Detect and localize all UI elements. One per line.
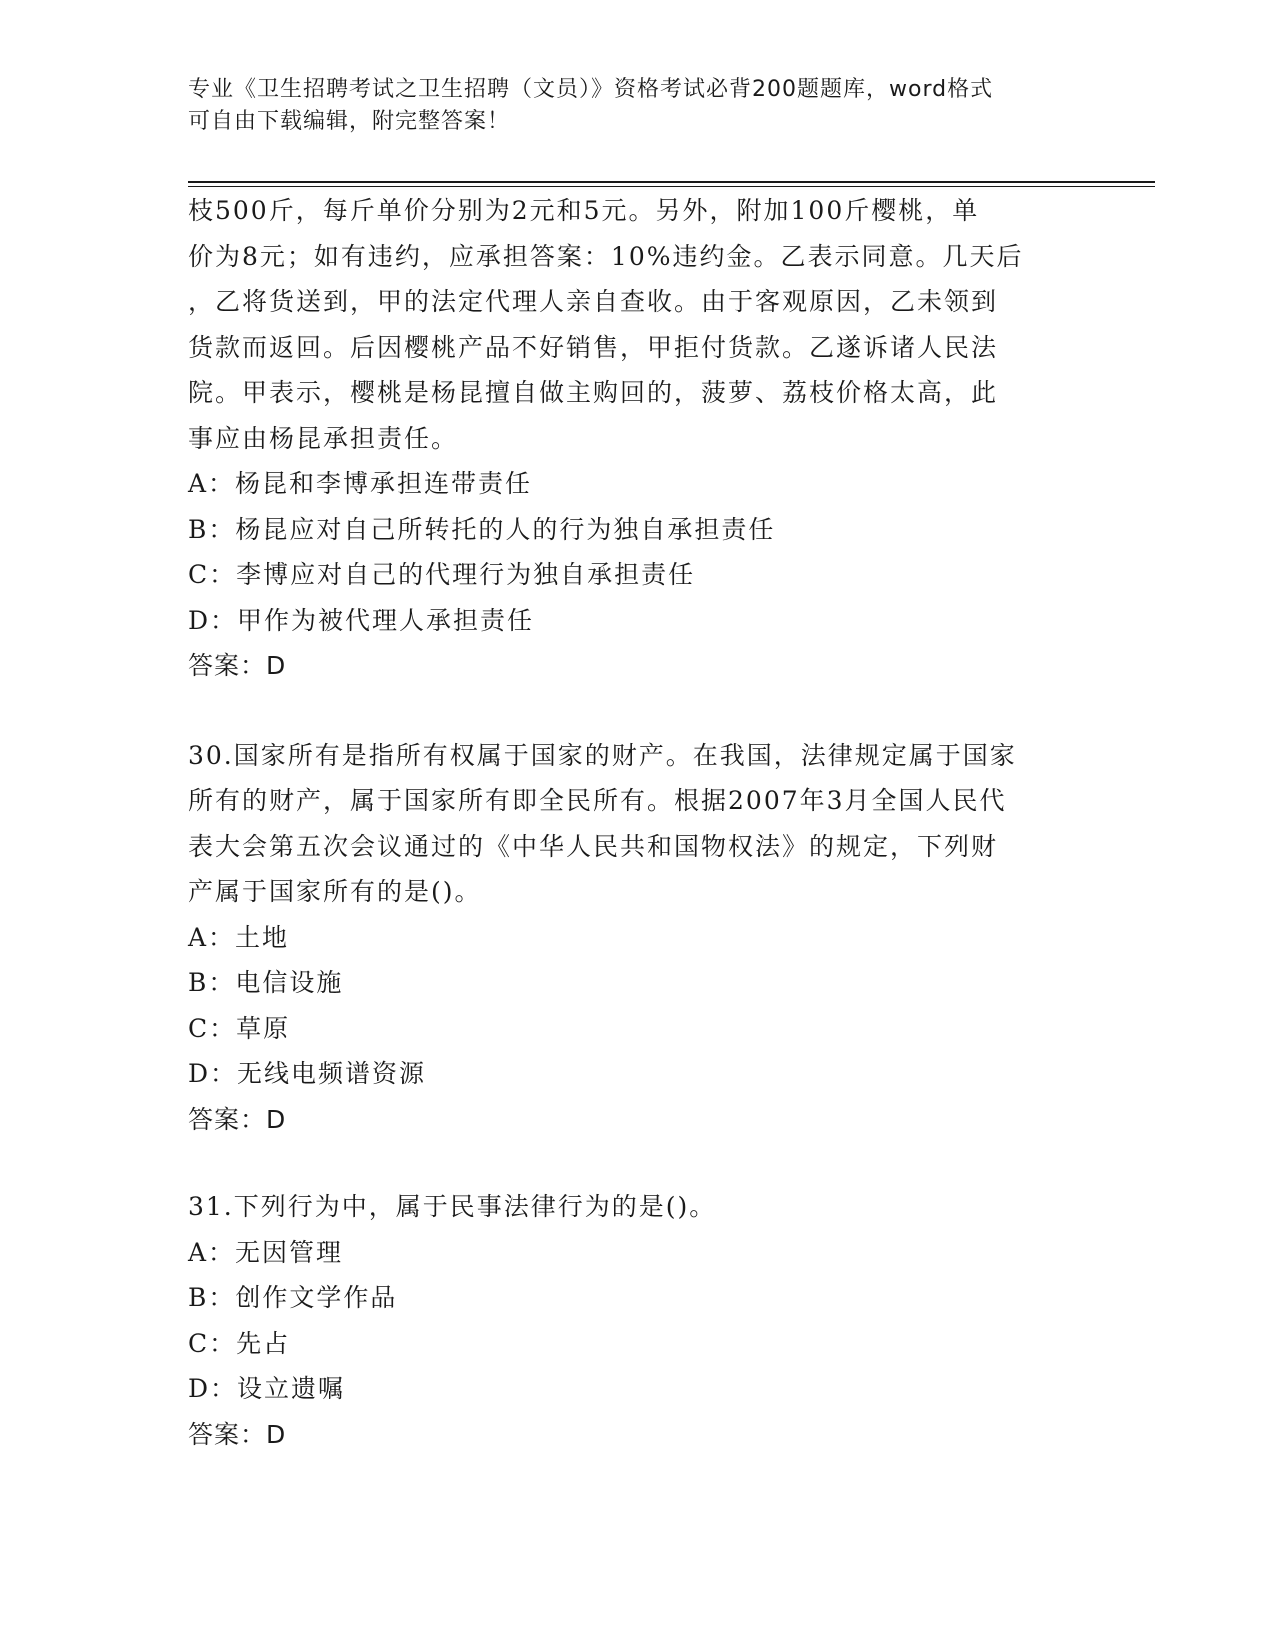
question-stem-line: 价为8元；如有违约，应承担答案：10%违约金。乙表示同意。几天后 bbox=[188, 241, 1024, 271]
question-stem-line: 产属于国家所有的是()。 bbox=[188, 877, 482, 906]
question-stem-line: 事应由杨昆承担责任。 bbox=[188, 423, 459, 453]
document-body bbox=[188, 188, 1088, 1457]
option-b: B：创作文学作品 bbox=[188, 1283, 398, 1312]
question-stem-line: 货款而返回。后因樱桃产品不好销售，甲拒付货款。乙遂诉诸人民法 bbox=[188, 332, 999, 362]
option-b: B：电信设施 bbox=[188, 968, 344, 997]
question-spacer bbox=[188, 689, 1088, 733]
question-stem-line: 枝500斤，每斤单价分别为2元和5元。另外，附加100斤樱桃，单 bbox=[188, 196, 980, 225]
option-c: C：李博应对自己的代理行为独自承担责任 bbox=[188, 560, 696, 589]
question-29 bbox=[188, 188, 1088, 689]
option-d: D：甲作为被代理人承担责任 bbox=[188, 605, 535, 635]
question-stem-line: 院。甲表示，樱桃是杨昆擅自做主购回的，菠萝、荔枝价格太高，此 bbox=[188, 378, 999, 407]
option-c: C：先占 bbox=[188, 1328, 291, 1358]
header-divider-thin bbox=[188, 186, 1155, 187]
option-a: A：杨昆和李博承担连带责任 bbox=[188, 469, 533, 498]
question-stem-line: 31.下列行为中，属于民事法律行为的是()。 bbox=[188, 1192, 717, 1221]
option-b: B：杨昆应对自己所转托的人的行为独自承担责任 bbox=[188, 514, 776, 544]
option-d: D：设立遗嘱 bbox=[188, 1374, 346, 1403]
option-a: A：土地 bbox=[188, 922, 290, 952]
question-stem-line: 表大会第五次会议通过的《中华人民共和国物权法》的规定，下列财 bbox=[188, 831, 999, 861]
question-stem-line: 所有的财产，属于国家所有即全民所有。根据2007年3月全国人民代 bbox=[188, 786, 1007, 815]
question-30 bbox=[188, 733, 1088, 1143]
header-line-2: 可自由下载编辑，附完整答案！ bbox=[188, 109, 511, 134]
document-header bbox=[188, 74, 1088, 138]
option-c: C：草原 bbox=[188, 1013, 291, 1043]
answer-line: 答案：D bbox=[188, 1104, 287, 1134]
answer-line: 答案：D bbox=[188, 651, 287, 680]
header-divider-thick bbox=[188, 181, 1155, 183]
option-d: D：无线电频谱资源 bbox=[188, 1059, 427, 1088]
question-stem-line: ，乙将货送到，甲的法定代理人亲自查收。由于客观原因，乙未领到 bbox=[188, 287, 999, 316]
question-31 bbox=[188, 1184, 1088, 1457]
question-spacer bbox=[188, 1142, 1088, 1184]
option-a: A：无因管理 bbox=[188, 1237, 344, 1267]
answer-line: 答案：D bbox=[188, 1419, 287, 1449]
header-line-1: 专业《卫生招聘考试之卫生招聘（文员）》资格考试必背200题题库，word格式 bbox=[188, 77, 994, 102]
question-stem-line: 30.国家所有是指所有权属于国家的财产。在我国，法律规定属于国家 bbox=[188, 740, 1017, 770]
